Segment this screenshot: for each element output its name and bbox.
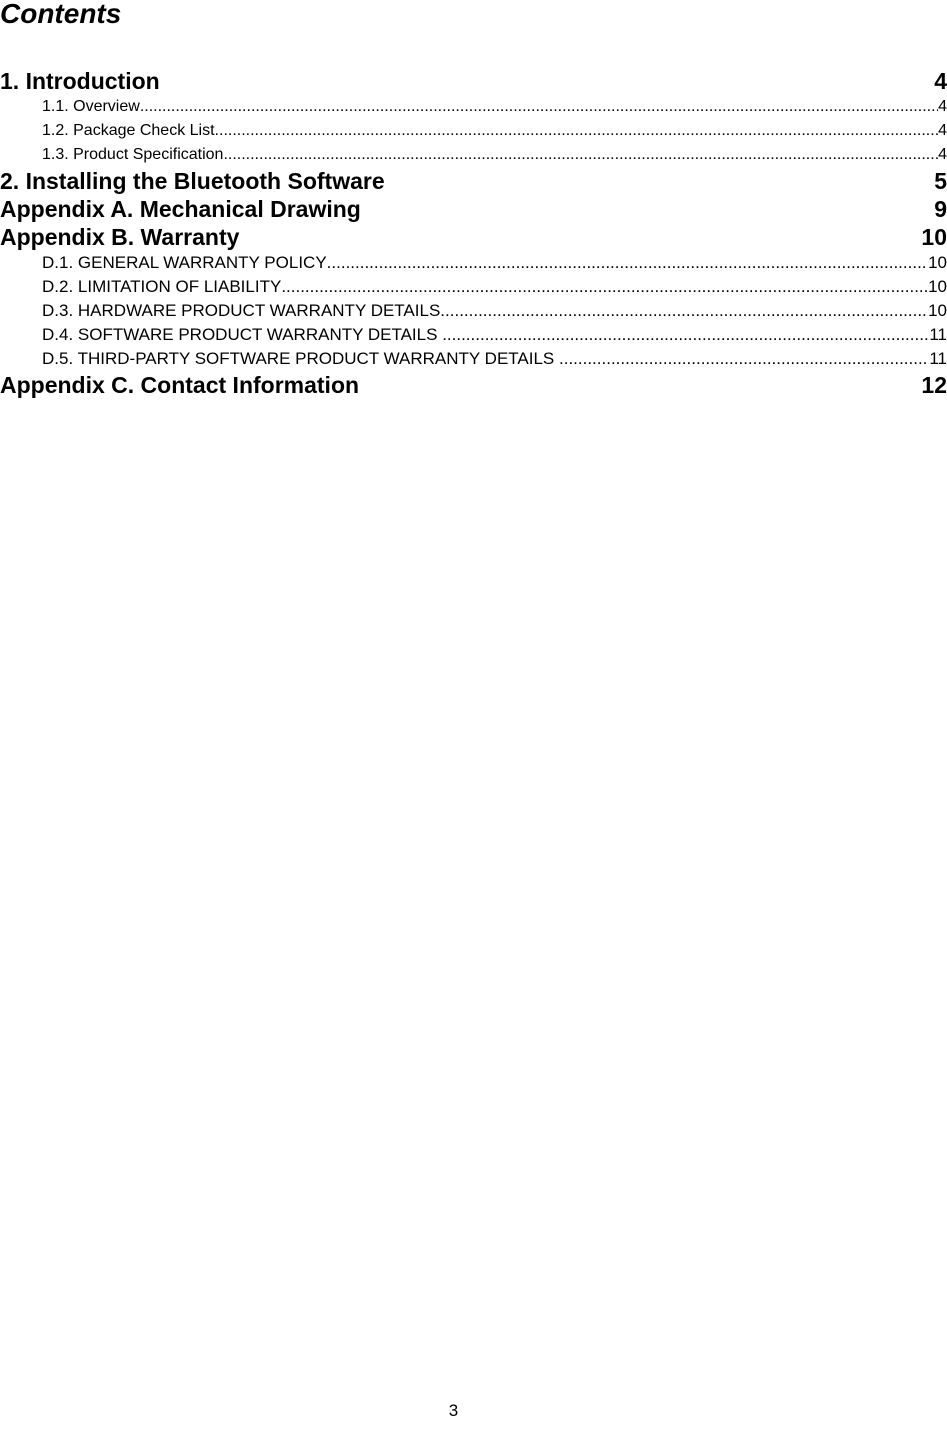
toc-entry-product-specification[interactable] xyxy=(0,143,947,167)
toc-entry-third-party-warranty-details[interactable] xyxy=(0,347,947,371)
toc-entry-title: 2. Installing the Bluetooth Software xyxy=(0,168,385,194)
toc-entry-page: 4 xyxy=(938,122,947,139)
toc-entry-title: 1.1. Overview xyxy=(42,98,140,115)
toc-entry-appendix-a[interactable] xyxy=(0,195,947,223)
toc-entry-page: 10 xyxy=(928,277,947,296)
toc-entry-page: 10 xyxy=(921,224,947,250)
toc-entry-title: 1. Introduction xyxy=(0,68,160,94)
toc-entry-page: 12 xyxy=(921,372,947,398)
toc-entry-software-warranty-details[interactable] xyxy=(0,323,947,347)
toc-entry-page: 9 xyxy=(934,196,947,222)
table-of-contents xyxy=(0,67,947,399)
toc-entry-page: 4 xyxy=(938,98,947,115)
toc-entry-title: 1.2. Package Check List xyxy=(42,122,215,139)
toc-entry-title: Appendix A. Mechanical Drawing xyxy=(0,196,361,222)
toc-entry-page: 4 xyxy=(934,68,947,94)
page-number: 3 xyxy=(448,1401,459,1420)
toc-leader xyxy=(281,275,928,299)
toc-entry-overview[interactable] xyxy=(0,95,947,119)
toc-entry-introduction[interactable] xyxy=(0,67,947,95)
toc-entry-hardware-warranty-details[interactable] xyxy=(0,299,947,323)
toc-entry-package-check-list[interactable] xyxy=(0,119,947,143)
toc-entry-title: D.2. LIMITATION OF LIABILITY xyxy=(42,277,282,296)
toc-entry-page: 10 xyxy=(928,301,947,320)
toc-entry-title: Appendix B. Warranty xyxy=(0,224,240,250)
toc-leader xyxy=(140,95,938,119)
toc-entry-page: 10 xyxy=(928,253,947,272)
toc-entry-page: 11 xyxy=(929,325,947,344)
page-title: Contents xyxy=(0,0,122,29)
toc-entry-appendix-b[interactable] xyxy=(0,223,947,251)
toc-entry-page: 4 xyxy=(938,146,947,163)
toc-entry-general-warranty-policy[interactable] xyxy=(0,251,947,275)
toc-entry-limitation-of-liability[interactable] xyxy=(0,275,947,299)
toc-entry-installing-software[interactable] xyxy=(0,167,947,195)
toc-entry-page: 5 xyxy=(934,168,947,194)
toc-entry-title: D.1. GENERAL WARRANTY POLICY xyxy=(42,253,327,272)
toc-entry-appendix-c[interactable] xyxy=(0,371,947,399)
toc-entry-title: Appendix C. Contact Information xyxy=(0,372,360,398)
toc-leader xyxy=(442,323,929,347)
toc-leader xyxy=(223,143,938,167)
toc-entry-title: 1.3. Product Specification xyxy=(42,146,224,163)
toc-leader xyxy=(440,299,928,323)
toc-leader xyxy=(215,119,939,143)
toc-entry-page: 11 xyxy=(929,349,947,368)
toc-leader xyxy=(327,251,928,275)
toc-entry-title: D.4. SOFTWARE PRODUCT WARRANTY DETAILS xyxy=(42,325,443,344)
toc-entry-title: D.5. THIRD-PARTY SOFTWARE PRODUCT WARRANTY DETAILS xyxy=(42,349,559,368)
toc-leader xyxy=(559,347,929,371)
toc-entry-title: D.3. HARDWARE PRODUCT WARRANTY DETAILS xyxy=(42,301,441,320)
